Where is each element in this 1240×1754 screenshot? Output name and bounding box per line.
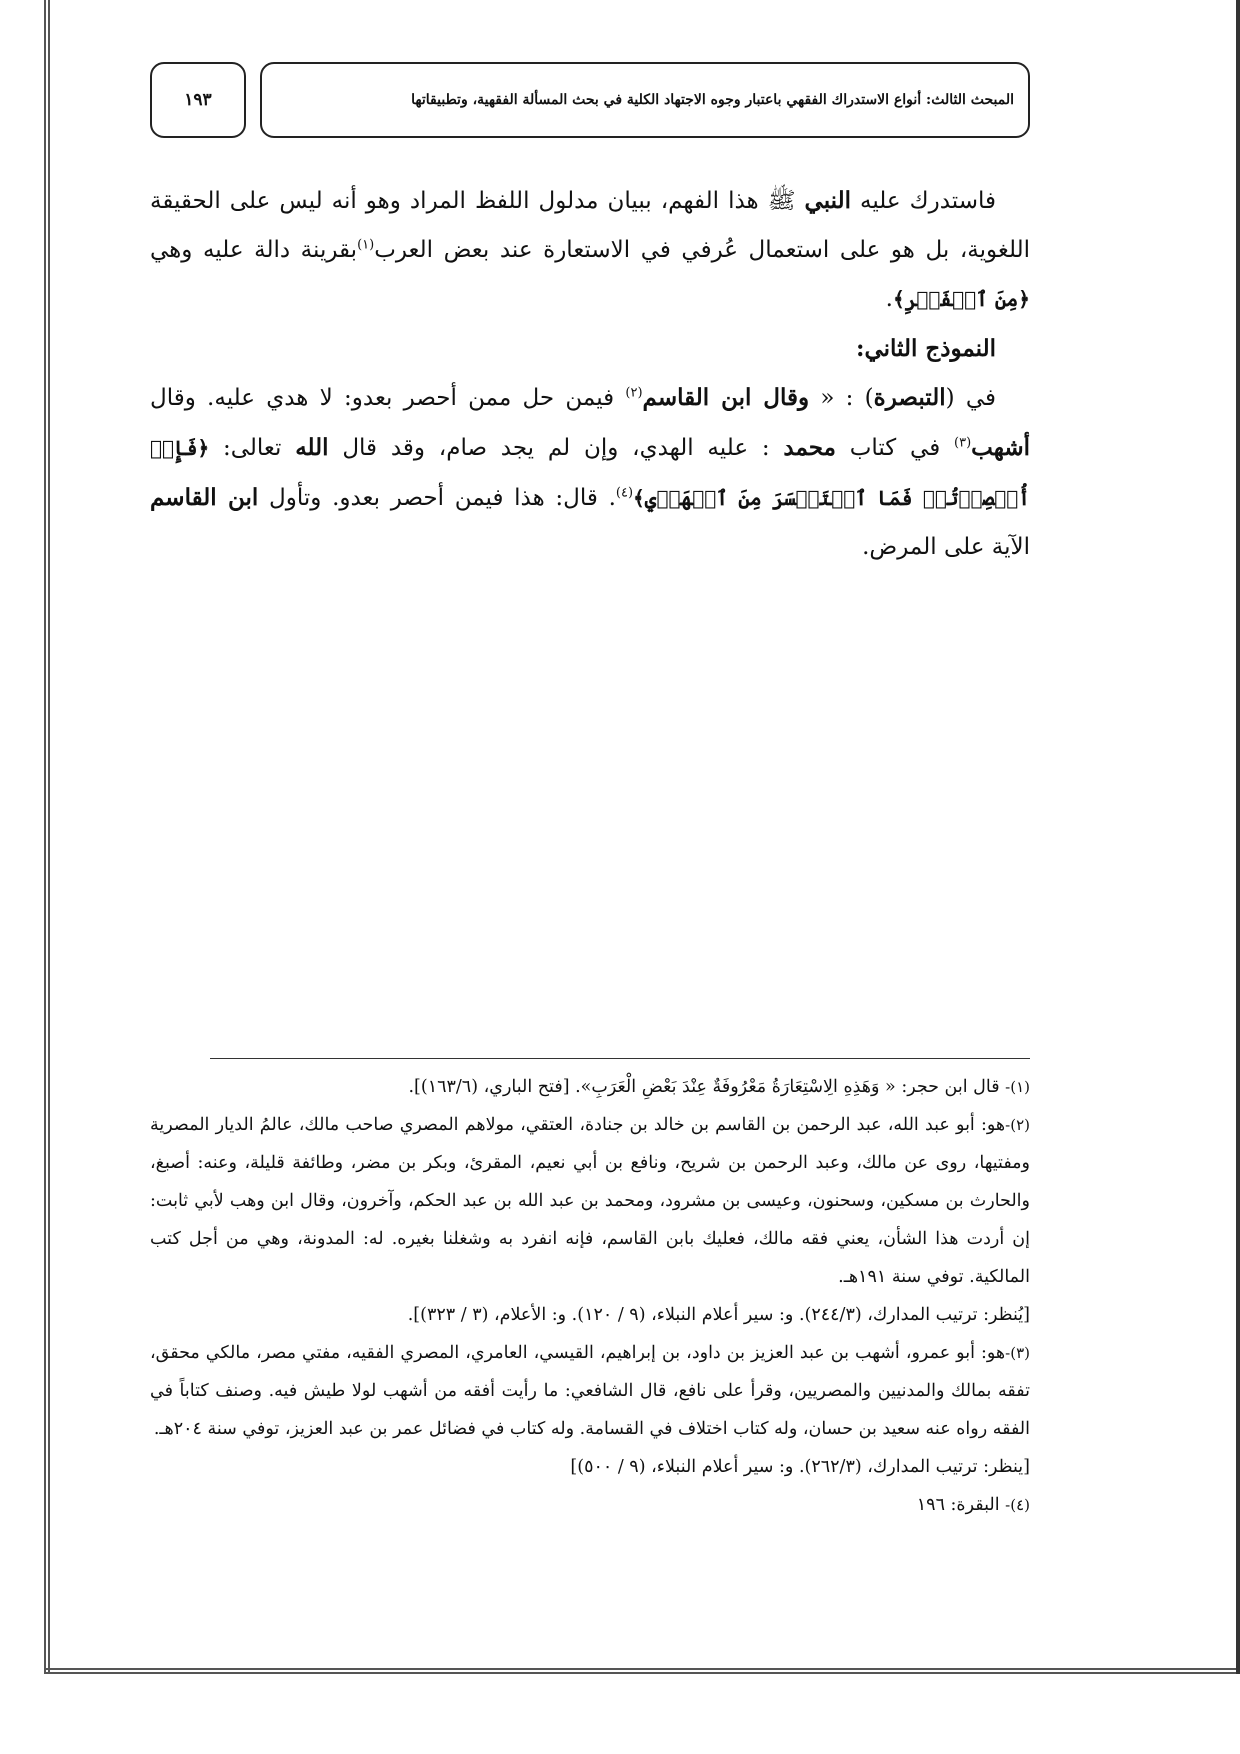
text-run: ﷺ هذا الفهم، ببيان مدلول اللفظ المراد وهو أنه ليس على الحقيقة اللغوية، بل هو على استعمال عُرفي في الاستعارة عند بعض العرب <box>150 188 1030 263</box>
book-title: التبصرة <box>873 384 946 411</box>
scholar-name: أشهب <box>971 434 1030 461</box>
text-run: تعالى: <box>209 435 296 461</box>
text-run: الآية على المرض. <box>862 534 1030 560</box>
footnote-2 <box>150 1106 1030 1296</box>
footnote-text: هو: أبو عمرو، أشهب بن عبد العزيز بن داود، بن إبراهيم، القيسي، العامري، المصري الفقيه، مفتي مصر، مالكي محقق، تفقه بمالك والمدنيين والمصريين، وقرأ على نافع، قال الشافعي: ما رأيت أفقه من أشهب لولا طيش فيه. وصنف كتاباً في الفقه رواه عنه سعيد بن حسان، وله كتاب اختلاف في القسامة. وله كتاب في فضائل عمر بن عبد العزيز، توفي سنة ٢٠٤هـ. <box>150 1343 1030 1439</box>
text-run: ) : « <box>809 385 874 411</box>
footnote-4 <box>150 1486 1030 1524</box>
text-run: : عليه الهدي، وإن لم يجد صام، وقد قال <box>328 435 784 461</box>
scholar-name: ابن القاسم <box>150 484 259 511</box>
quran-quote: ﴿فَإِنۡ أُحۡصِرۡتُمۡ فَمَا ٱسۡتَيۡسَرَ مِنَ ٱلۡهَدۡيِ﴾ <box>150 436 1030 510</box>
text-run: فيمن حل ممن أحصر بعدو: لا هدي عليه. وقال <box>150 385 626 411</box>
text-run: في كتاب <box>835 435 954 461</box>
text-run: فاستدرك عليه <box>850 188 996 214</box>
text-run: بقرينة دالة عليه وهي <box>150 237 358 263</box>
section-heading: النموذج الثاني: <box>855 335 996 362</box>
quran-quote: ﴿مِنَ ٱلۡفَجۡرِ﴾ <box>892 287 1030 311</box>
divine-name: الله <box>295 434 329 461</box>
page-frame-left <box>44 0 50 1672</box>
footnote-1 <box>150 1068 1030 1106</box>
footnote-text: قال ابن حجر: « وَهَذِهِ الِاسْتِعَارَةُ مَعْرُوفَةٌ عِنْدَ بَعْضِ الْعَرَبِ». [فتح الباري، (١٦٣/٦)]. <box>408 1077 1006 1097</box>
text-run: في ( <box>945 385 996 411</box>
footnote-mark: (٣)- <box>1005 1344 1030 1362</box>
text-run: . <box>885 286 893 312</box>
footnote-2-reference: [يُنظر: ترتيب المدارك، (٢٤٤/٣). و: سير أعلام النبلاء، (٩ / ١٢٠). و: الأعلام، (٣ / ٣٢٣)]. <box>407 1305 1030 1325</box>
footnote-3-reference: [ينظر: ترتيب المدارك، (٢٦٢/٣). و: سير أعلام النبلاء، (٩ / ٥٠٠)] <box>570 1457 1030 1477</box>
footnote-separator <box>210 1058 1030 1059</box>
footnote-mark: (١)- <box>1005 1078 1030 1096</box>
footnotes <box>150 1068 1030 1524</box>
main-text <box>150 176 1030 572</box>
scholar-name: وقال ابن القاسم <box>642 384 810 411</box>
text-run: . قال: هذا فيمن أحصر بعدو. وتأول <box>258 485 616 511</box>
paragraph-2 <box>150 373 1030 572</box>
scholar-name: محمد <box>783 434 836 461</box>
footnote-3 <box>150 1334 1030 1448</box>
footnote-ref-3: (٣) <box>954 435 972 451</box>
footnote-text: هو: أبو عبد الله، عبد الرحمن بن القاسم بن خالد بن جنادة، العتقي، مولاهم المصري صاحب مالك، عالمُ الديار المصرية ومفتيها، روى عن مالك، وعبد الرحمن بن شريح، ونافع بن أبي نعيم، المقرئ، وبكر بن مضر، وطائفة قليلة، وعنه: أصبغ، والحارث بن مسكين، وسحنون، وعيسى بن مشرود، ومحمد بن عبد الله بن عبد الحكم، وآخرون، وقال ابن وهب لأبي ثابت: إن أردت هذا الشأن، يعني فقه مالك، فعليك بابن القاسم، فإنه انفرد به وشغلنا بغيره. له: المدونة، وهي من أجل كتب المالكية. توفي سنة ١٩١هـ. <box>150 1115 1030 1287</box>
prophet-name: النبي <box>804 187 851 214</box>
footnote-ref-2: (٢) <box>625 385 643 401</box>
paragraph-1 <box>150 176 1030 324</box>
page-frame-right <box>1236 0 1240 1674</box>
footnote-ref-1: (١) <box>357 237 375 253</box>
running-title: المبحث الثالث: أنواع الاستدراك الفقهي باعتبار وجوه الاجتهاد الكلية في بحث المسألة الفقهية، وتطبيقاتها <box>260 62 1030 138</box>
footnote-mark: (٤)- <box>1005 1496 1030 1514</box>
footnote-mark: (٢)- <box>1005 1116 1030 1134</box>
footnote-text: البقرة: ١٩٦ <box>916 1495 1006 1515</box>
page-number: ١٩٣ <box>150 62 246 138</box>
page-frame-bottom <box>44 1668 1240 1674</box>
footnote-ref-4: (٤) <box>615 485 634 501</box>
